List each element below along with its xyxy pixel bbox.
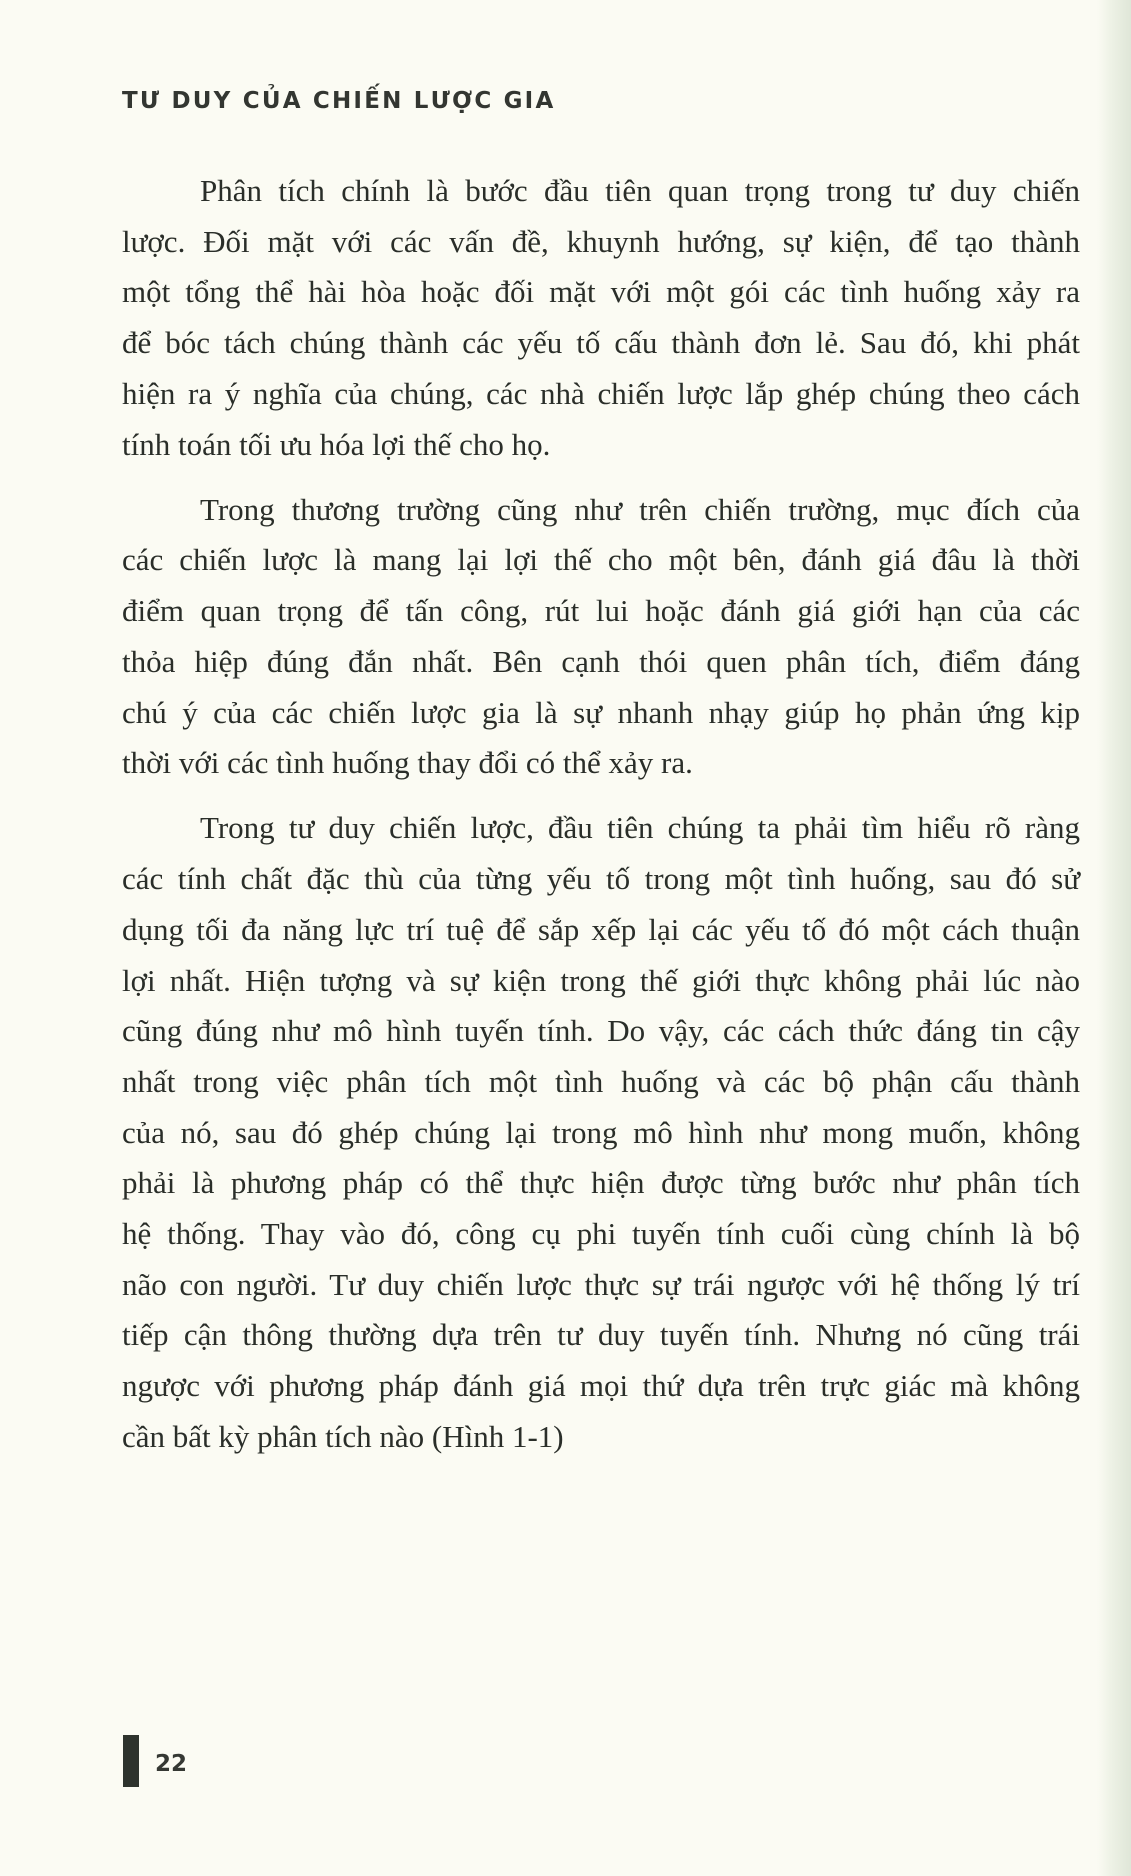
text-line: thời với các tình huống thay đổi có thể xảy ra. bbox=[122, 745, 693, 781]
text-line: hệ thống. Thay vào đó, công cụ phi tuyến tính cuối cùng chính là bộ bbox=[122, 1216, 1080, 1252]
text-line: lợi nhất. Hiện tượng và sự kiện trong thế giới thực không phải lúc nào bbox=[122, 962, 1080, 998]
text-line: Phân tích chính là bước đầu tiên quan trọng trong tư duy chiến bbox=[200, 173, 1080, 208]
text-line: để bóc tách chúng thành các yếu tố cấu thành đơn lẻ. Sau đó, khi phát bbox=[122, 325, 1080, 361]
page-number: 22 bbox=[155, 1751, 188, 1777]
text-line: phải là phương pháp có thể thực hiện được từng bước như phân tích bbox=[122, 1165, 1080, 1201]
text-line: ngược với phương pháp đánh giá mọi thứ dựa trên trực giác mà không bbox=[122, 1368, 1080, 1404]
text-line: Trong thương trường cũng như trên chiến trường, mục đích của bbox=[200, 491, 1080, 527]
paragraph-1 bbox=[122, 166, 1080, 470]
page-edge-shadow bbox=[1097, 0, 1131, 1876]
page-footer bbox=[123, 1735, 187, 1787]
text-line: Trong tư duy chiến lược, đầu tiên chúng ta phải tìm hiểu rõ ràng bbox=[200, 810, 1080, 846]
text-line: một tổng thể hài hòa hoặc đối mặt với một gói các tình huống xảy ra bbox=[122, 274, 1080, 310]
text-line: thỏa hiệp đúng đắn nhất. Bên cạnh thói quen phân tích, điểm đáng bbox=[122, 643, 1080, 679]
text-line: dụng tối đa năng lực trí tuệ để sắp xếp lại các yếu tố đó một cách thuận bbox=[122, 911, 1080, 947]
text-line: các tính chất đặc thù của từng yếu tố trong một tình huống, sau đó sử bbox=[122, 861, 1080, 897]
text-line: nhất trong việc phân tích một tình huống và các bộ phận cấu thành bbox=[122, 1063, 1080, 1099]
running-head: TƯ DUY CỦA CHIẾN LƯỢC GIA bbox=[122, 88, 556, 114]
text-line: cũng đúng như mô hình tuyến tính. Do vậy, các cách thức đáng tin cậy bbox=[122, 1013, 1080, 1049]
text-line: tiếp cận thông thường dựa trên tư duy tuyến tính. Nhưng nó cũng trái bbox=[122, 1317, 1080, 1353]
body-text bbox=[122, 166, 1080, 1477]
text-line: các chiến lược là mang lại lợi thế cho một bên, đánh giá đâu là thời bbox=[122, 542, 1080, 578]
paragraph-2 bbox=[122, 485, 1080, 789]
text-line: của nó, sau đó ghép chúng lại trong mô hình như mong muốn, không bbox=[122, 1114, 1080, 1150]
text-line: chú ý của các chiến lược gia là sự nhanh nhạy giúp họ phản ứng kịp bbox=[122, 694, 1080, 730]
page-marker-bar bbox=[123, 1735, 139, 1787]
text-line: não con người. Tư duy chiến lược thực sự trái ngược với hệ thống lý trí bbox=[122, 1266, 1080, 1302]
text-line: hiện ra ý nghĩa của chúng, các nhà chiến lược lắp ghép chúng theo cách bbox=[122, 375, 1080, 411]
paragraph-3 bbox=[122, 803, 1080, 1462]
text-line: tính toán tối ưu hóa lợi thế cho họ. bbox=[122, 426, 551, 462]
text-line: điểm quan trọng để tấn công, rút lui hoặc đánh giá giới hạn của các bbox=[122, 593, 1080, 629]
text-line: cần bất kỳ phân tích nào (Hình 1-1) bbox=[122, 1418, 564, 1454]
text-line: lược. Đối mặt với các vấn đề, khuynh hướng, sự kiện, để tạo thành bbox=[122, 223, 1080, 259]
